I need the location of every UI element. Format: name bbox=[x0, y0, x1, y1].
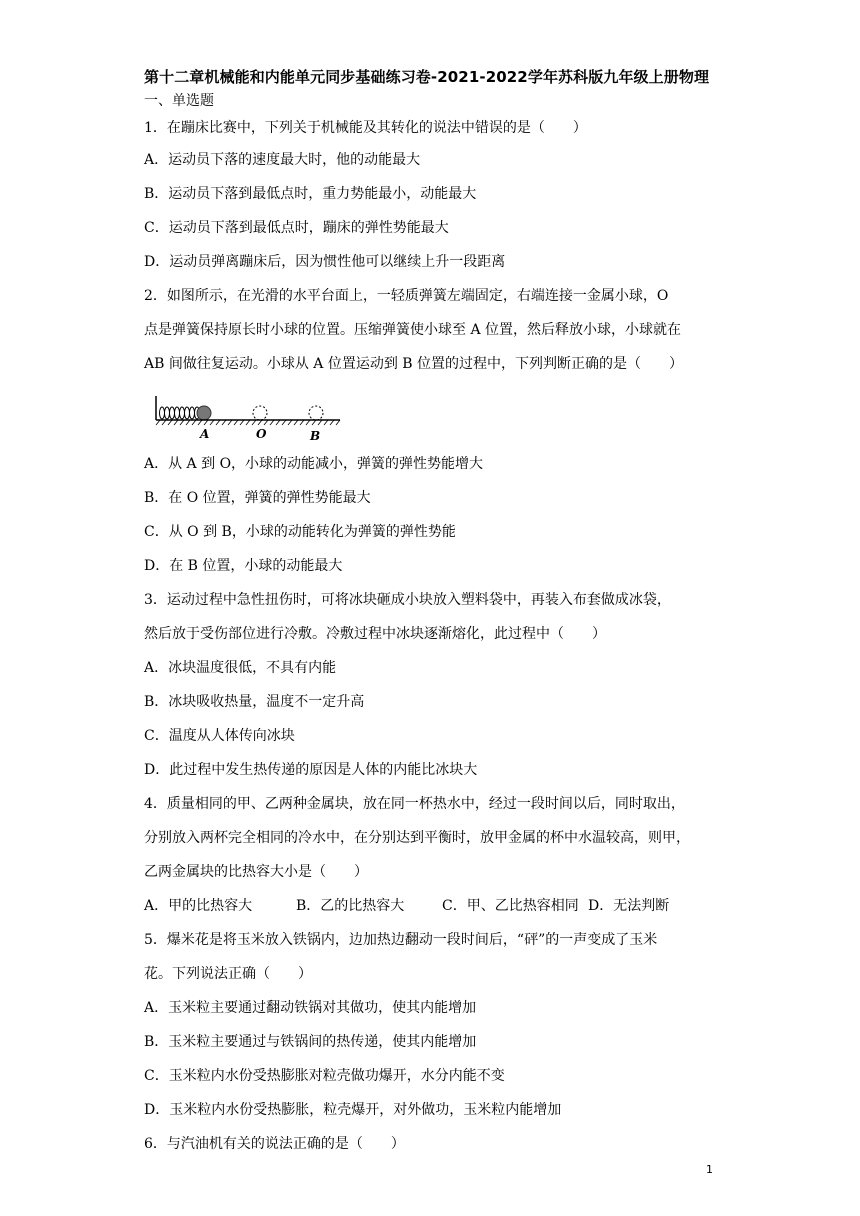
question-1-option-c: C．运动员下落到最低点时，蹦床的弹性势能最大 bbox=[144, 220, 449, 236]
question-2-option-a: A．从 A 到 O，小球的动能减小，弹簧的弹性势能增大 bbox=[144, 456, 484, 472]
question-1-option-b: B．运动员下落到最低点时，重力势能最小，动能最大 bbox=[144, 186, 477, 202]
question-2-stem-line-1: 2．如图所示，在光滑的水平台面上，一轻质弹簧左端固定，右端连接一金属小球，O bbox=[144, 288, 669, 304]
question-3-stem-line-1: 3．运动过程中急性扭伤时，可将冰块砸成小块放入塑料袋中，再装入布套做成冰袋， bbox=[144, 592, 671, 608]
question-2-option-b: B．在 O 位置，弹簧的弹性势能最大 bbox=[144, 490, 371, 506]
spring-ball-figure bbox=[154, 394, 344, 444]
question-4-options-row bbox=[144, 896, 669, 916]
question-4-stem-line-3: 乙两金属块的比热容大小是（ ） bbox=[144, 864, 368, 880]
question-5-option-a: A．玉米粒主要通过翻动铁锅对其做功，使其内能增加 bbox=[144, 1000, 477, 1016]
question-4-stem-line-1: 4．质量相同的甲、乙两种金属块，放在同一杯热水中，经过一段时间以后，同时取出， bbox=[144, 796, 685, 812]
question-5-stem-line-2: 花。下列说法正确（ ） bbox=[144, 966, 312, 982]
question-4-option-d: D．无法判断 bbox=[588, 898, 670, 914]
question-5-stem-line-1: 5．爆米花是将玉米放入铁锅内，边加热边翻动一段时间后，“砰”的一声变成了玉米 bbox=[144, 932, 658, 948]
question-2-stem-line-2: 点是弹簧保持原长时小球的位置。压缩弹簧使小球至 A 位置，然后释放小球，小球就在 bbox=[144, 322, 682, 338]
page-number: 1 bbox=[706, 1163, 713, 1176]
question-5-option-c: C．玉米粒内水份受热膨胀对粒壳做功爆开，水分内能不变 bbox=[144, 1068, 505, 1084]
section-heading: 一、单选题 bbox=[144, 93, 214, 109]
question-1-option-d: D．运动员弹离蹦床后，因为惯性他可以继续上升一段距离 bbox=[144, 254, 506, 270]
label-o: O bbox=[256, 427, 267, 441]
question-3-option-d: D．此过程中发生热传递的原因是人体的内能比冰块大 bbox=[144, 762, 478, 778]
question-3-option-c: C．温度从人体传向冰块 bbox=[144, 728, 295, 744]
question-5-option-b: B．玉米粒主要通过与铁锅间的热传递，使其内能增加 bbox=[144, 1034, 477, 1050]
question-2-stem-line-3: AB 间做往复运动。小球从 A 位置运动到 B 位置的过程中，下列判断正确的是（ ） bbox=[144, 356, 684, 372]
label-a: A bbox=[200, 427, 210, 441]
metal-ball bbox=[197, 406, 211, 420]
question-3-option-a: A．冰块温度很低，不具有内能 bbox=[144, 660, 337, 676]
question-3-stem-line-2: 然后放于受伤部位进行冷敷。冷敷过程中冰块逐渐熔化，此过程中（ ） bbox=[144, 626, 606, 642]
question-5-option-d: D．玉米粒内水份受热膨胀，粒壳爆开，对外做功，玉米粒内能增加 bbox=[144, 1102, 562, 1118]
question-4-option-a: A．甲的比热容大 bbox=[144, 898, 253, 914]
question-4-stem-line-2: 分别放入两杯完全相同的冷水中，在分别达到平衡时，放甲金属的杯中水温较高，则甲， bbox=[144, 830, 690, 846]
question-4-option-b: B．乙的比热容大 bbox=[296, 898, 405, 914]
ball-position-o bbox=[253, 406, 267, 420]
question-6-stem: 6．与汽油机有关的说法正确的是（ ） bbox=[144, 1136, 405, 1152]
document-title: 第十二章机械能和内能单元同步基础练习卷-2021-2022学年苏科版九年级上册物理 bbox=[144, 68, 710, 86]
question-1-option-a: A．运动员下落的速度最大时，他的动能最大 bbox=[144, 152, 421, 168]
ball-position-b bbox=[309, 406, 323, 420]
spring-coil bbox=[160, 407, 200, 419]
question-1-stem: 1．在蹦床比赛中，下列关于机械能及其转化的说法中错误的是（ ） bbox=[144, 120, 587, 136]
question-2-option-c: C．从 O 到 B，小球的动能转化为弹簧的弹性势能 bbox=[144, 524, 456, 540]
question-3-option-b: B．冰块吸收热量，温度不一定升高 bbox=[144, 694, 365, 710]
question-4-option-c: C．甲、乙比热容相同 bbox=[442, 898, 579, 914]
question-2-option-d: D．在 B 位置，小球的动能最大 bbox=[144, 558, 343, 574]
label-b: B bbox=[310, 429, 321, 443]
